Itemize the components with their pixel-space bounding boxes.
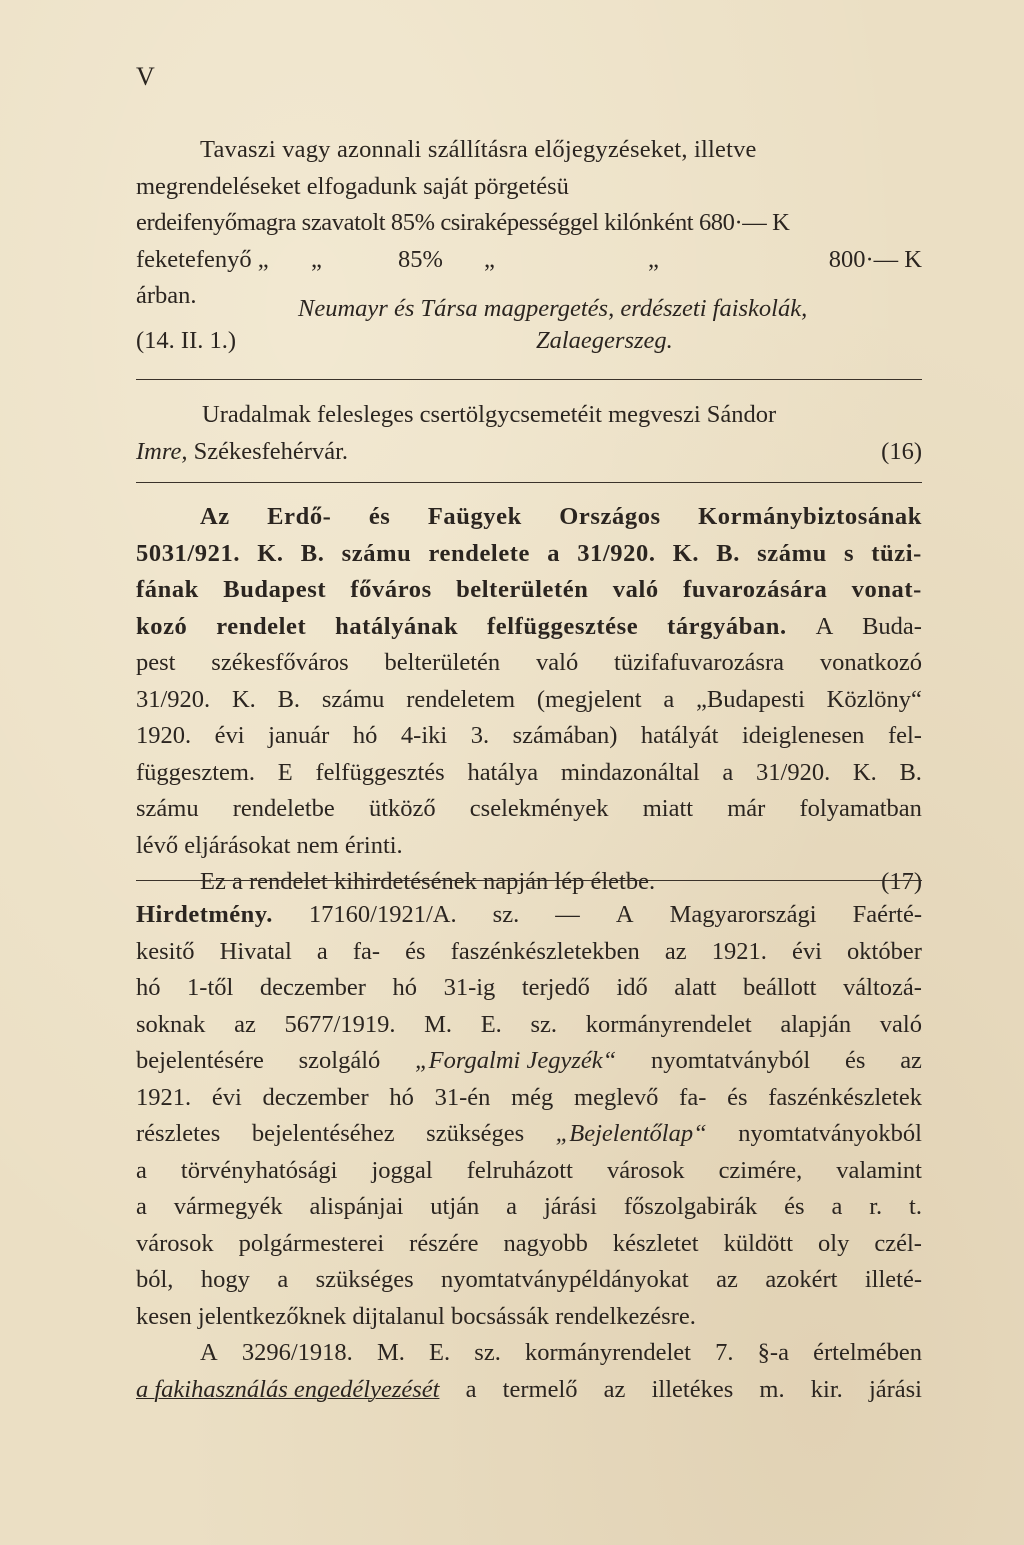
word: Erdő- xyxy=(267,503,332,530)
word: mindazonáltal xyxy=(560,758,700,786)
word: ideiglenesen xyxy=(741,722,865,749)
word: „ xyxy=(648,245,659,273)
word: faszénkészletekben xyxy=(450,937,640,965)
word: székesfőváros xyxy=(211,649,349,676)
word: fel- xyxy=(887,722,922,749)
advertisement-line: árban. xyxy=(136,282,197,309)
word: tüzifafuvarozásra xyxy=(614,649,785,676)
word: szolgáló xyxy=(298,1047,381,1074)
decree-line xyxy=(136,499,922,536)
word: fa- xyxy=(352,937,381,965)
word: kormányrendelet xyxy=(524,1339,691,1366)
word: számu xyxy=(341,539,412,567)
decree-line xyxy=(136,791,922,828)
word: való xyxy=(879,1010,922,1038)
word: Kormánybiztosának xyxy=(698,503,922,530)
decree-line xyxy=(136,645,922,682)
word: 4-iki xyxy=(400,722,448,749)
word: miatt xyxy=(642,795,694,822)
announcement-line: kesen jelentkezőknek dijtalanul bocsássák rendelkezésre. xyxy=(136,1302,696,1330)
word: hó xyxy=(389,1083,414,1111)
word: joggal xyxy=(371,1156,433,1184)
word: „Budapesti xyxy=(696,685,805,713)
word: 7. xyxy=(715,1339,734,1366)
word: folyamatban xyxy=(799,795,922,822)
seedling-advertisement xyxy=(136,397,922,470)
decree-line: lévő eljárásokat nem érinti. xyxy=(136,831,403,859)
advertiser-signature: Neumayr és Társa magpergetés, erdészeti faiskolák, xyxy=(298,295,808,322)
word: hogy xyxy=(200,1266,250,1293)
word: hó xyxy=(392,974,418,1001)
decree-line xyxy=(136,755,922,792)
word: járási xyxy=(543,1193,597,1220)
word: a xyxy=(506,1193,518,1220)
word: küldött xyxy=(723,1229,794,1257)
word: valamint xyxy=(836,1156,922,1184)
divider xyxy=(136,379,922,380)
word: az xyxy=(603,1375,626,1403)
word: járási xyxy=(868,1375,922,1403)
word: részletes xyxy=(136,1120,221,1147)
advertiser-place: Zalaegerszeg. xyxy=(536,327,673,354)
word: K. xyxy=(852,758,877,786)
word: és xyxy=(845,1047,866,1074)
word: „ xyxy=(311,245,322,273)
advertisement-date: (14. II. 1.) xyxy=(136,327,237,354)
decree-line xyxy=(136,718,922,755)
word: K. xyxy=(257,539,284,567)
announcement-line xyxy=(136,1007,922,1044)
word: hatálya xyxy=(467,758,539,786)
announcement-first-line xyxy=(136,897,922,934)
advertisement-line: Tavaszi vagy azonnali szállításra előjegyzéseket, illetve xyxy=(200,136,757,163)
word: B. xyxy=(716,539,740,567)
word: október xyxy=(847,937,922,965)
word: nyomtatványpéldányokat xyxy=(441,1266,689,1293)
word: már xyxy=(727,795,766,822)
word: alispánjai xyxy=(309,1193,404,1220)
word: B. xyxy=(300,539,325,567)
word: bejelentéséhez xyxy=(251,1120,395,1147)
word: Közlöny“ xyxy=(826,685,922,713)
announcement-line xyxy=(136,1153,922,1190)
decree-closing-line xyxy=(136,864,922,901)
decree-line xyxy=(136,609,922,646)
divider xyxy=(136,482,922,483)
word: rendelete xyxy=(428,539,531,567)
word: függesztem. xyxy=(136,758,256,786)
word: Az xyxy=(200,503,230,530)
word: illetékes xyxy=(651,1375,734,1403)
advertiser-city: Székesfehérvár. xyxy=(193,437,349,465)
advertisement-line xyxy=(136,242,922,279)
announcement-line xyxy=(136,1080,922,1117)
word: fuvarozására xyxy=(683,576,828,603)
word: 31-ig xyxy=(443,974,496,1001)
word: 85% xyxy=(398,245,443,273)
word: polgármesterei xyxy=(238,1229,385,1257)
word: és xyxy=(405,937,426,965)
decree-line xyxy=(136,536,922,573)
word: deczember xyxy=(262,1083,369,1111)
word: belterületén xyxy=(456,576,589,603)
word: E xyxy=(277,758,293,786)
word: a xyxy=(547,539,561,567)
word: tüzi- xyxy=(871,539,922,567)
word: alatt xyxy=(674,974,717,1001)
word: Faügyek xyxy=(427,503,522,530)
announcement-line xyxy=(136,1226,922,1263)
word: vonatkozó xyxy=(819,649,922,676)
word: A xyxy=(200,1339,218,1366)
decree-line xyxy=(136,682,922,719)
divider xyxy=(136,880,922,881)
word: ütköző xyxy=(368,795,436,822)
word: ból, xyxy=(136,1266,174,1293)
word: Faérté- xyxy=(852,901,922,928)
word: sz. xyxy=(492,901,520,928)
word: készletet xyxy=(612,1229,699,1257)
word: terjedő xyxy=(521,974,590,1001)
word: Országos xyxy=(559,503,661,530)
word: rendeletbe xyxy=(232,795,335,822)
word: törvényhatósági xyxy=(180,1156,338,1184)
word: 1-től xyxy=(187,974,234,1001)
word: évi xyxy=(792,937,822,965)
word: szükséges xyxy=(426,1120,525,1147)
word: 31-én xyxy=(434,1083,491,1111)
word: 5677/1919. xyxy=(284,1010,396,1038)
word: r. xyxy=(869,1193,883,1220)
word: K. xyxy=(672,539,700,567)
word: „Bejelentőlap“ xyxy=(555,1120,707,1147)
word: fának xyxy=(136,576,199,603)
word: évi xyxy=(211,1083,242,1111)
word: 31/920. xyxy=(136,685,211,713)
word: felfüggesztés xyxy=(315,758,445,786)
word: oly xyxy=(818,1229,850,1257)
word: bejelentésére xyxy=(136,1047,264,1074)
word: cselekmények xyxy=(469,795,609,822)
announcement-line xyxy=(136,1189,922,1226)
word: 31/920. xyxy=(577,539,656,567)
word: az xyxy=(900,1047,922,1074)
word: Budapest xyxy=(223,576,327,603)
word: számu xyxy=(757,539,827,567)
word: E. xyxy=(480,1010,502,1038)
seed-advertisement xyxy=(136,132,922,315)
announcement-line xyxy=(136,934,922,971)
word: és xyxy=(784,1193,805,1220)
word: sz. xyxy=(530,1010,558,1038)
word: 5031/921. xyxy=(136,539,241,567)
word: az xyxy=(234,1010,256,1038)
word: soknak xyxy=(136,1010,206,1038)
word: vármegyék xyxy=(173,1193,283,1220)
word: 1920. xyxy=(136,722,192,749)
word: termelő xyxy=(502,1375,578,1403)
word: a xyxy=(831,1193,843,1220)
word: faszénkészletek xyxy=(768,1083,922,1111)
seedling-ad-line1: Uradalmak felesleges csertölgycsemetéit megveszi Sándor xyxy=(202,401,777,428)
announcement-notice xyxy=(136,897,922,1408)
word: 800·— K xyxy=(828,245,922,273)
word: való xyxy=(536,649,579,676)
word: sz. xyxy=(474,1339,501,1366)
announcement-line xyxy=(136,1372,922,1409)
word: idő xyxy=(616,974,648,1001)
word: az xyxy=(716,1266,738,1293)
page-number: V xyxy=(136,62,155,91)
word: nyomtatványokból xyxy=(738,1120,922,1147)
word: számu xyxy=(321,685,385,713)
word: szükséges xyxy=(315,1266,414,1293)
word: és xyxy=(368,503,391,530)
word: 31/920. xyxy=(756,758,831,786)
word: a xyxy=(465,1375,477,1403)
word: utján xyxy=(430,1193,480,1220)
word: rendelet xyxy=(216,612,307,640)
advertisement-line: erdeifenyőmagra szavatolt 85% csiraképességgel kilónként 680·— K xyxy=(136,209,790,236)
word: 3296/1918. xyxy=(241,1339,353,1366)
word: nyomtatványból xyxy=(651,1047,811,1074)
word: alapján xyxy=(780,1010,852,1038)
decree-notice xyxy=(136,499,922,901)
word: K. xyxy=(231,685,256,713)
advertiser-name: Imre, xyxy=(136,437,188,465)
word: még xyxy=(511,1083,554,1111)
word: és xyxy=(727,1083,748,1111)
word: — xyxy=(555,901,580,928)
word: A xyxy=(615,901,634,928)
word: deczember xyxy=(259,974,366,1001)
decree-line xyxy=(136,572,922,609)
word: B. xyxy=(277,685,301,713)
emphasized-phrase: a fakihasználás engedélyezését xyxy=(136,1375,440,1403)
announcement-line xyxy=(136,1262,922,1299)
word: m. xyxy=(759,1375,785,1403)
notice-ref-16: (16) xyxy=(881,437,922,465)
word: §-a xyxy=(757,1339,789,1366)
word: beállott xyxy=(742,974,817,1001)
closing-text: Ez a rendelet kihirdetésének napján lép életbe. xyxy=(200,868,656,895)
word: a xyxy=(722,758,734,786)
word: vonat- xyxy=(851,576,922,603)
word: a xyxy=(136,1156,147,1184)
announcement-line xyxy=(136,970,922,1007)
word: számában) xyxy=(512,722,618,749)
word: a xyxy=(277,1266,289,1293)
word: hó xyxy=(136,974,161,1001)
word: 1921. xyxy=(711,937,767,965)
word: városok xyxy=(136,1229,214,1257)
word: Magyarországi xyxy=(669,901,817,928)
word: belterületén xyxy=(384,649,501,676)
word: (megjelent xyxy=(536,685,642,713)
word: felfüggesztése xyxy=(487,612,639,640)
word: A xyxy=(815,612,834,640)
word: részére xyxy=(409,1229,479,1257)
word: 1921. xyxy=(136,1083,192,1111)
word: pest xyxy=(136,649,176,676)
word: feketefenyő „ xyxy=(136,245,269,273)
word: meglevő xyxy=(574,1083,659,1111)
word: kormányrendelet xyxy=(585,1010,752,1038)
word: kesitő xyxy=(136,937,195,965)
word: rendeletem xyxy=(406,685,516,713)
word: városok xyxy=(606,1156,685,1184)
word: kozó xyxy=(136,612,188,640)
word: M. xyxy=(376,1339,405,1366)
word: hatályát xyxy=(640,722,719,749)
word: illeté- xyxy=(864,1266,922,1293)
word: kir. xyxy=(810,1375,843,1403)
word: fa- xyxy=(679,1083,707,1111)
word: értelmében xyxy=(813,1339,922,1366)
word: czimére, xyxy=(718,1156,803,1184)
advertisement-line: megrendeléseket elfogadunk saját pörgetésü xyxy=(136,172,569,200)
word: „ xyxy=(484,245,495,273)
word: való xyxy=(612,576,659,603)
word: hatályának xyxy=(335,612,459,640)
word: felruházott xyxy=(466,1156,573,1184)
announcement-line xyxy=(136,1116,922,1153)
notice-ref-17: (17) xyxy=(881,868,922,895)
word: nagyobb xyxy=(503,1229,588,1257)
word: azokért xyxy=(765,1266,838,1293)
word: 3. xyxy=(470,722,490,749)
word: hó xyxy=(352,722,378,749)
word: az xyxy=(664,937,687,965)
word: főszolgabirák xyxy=(623,1193,758,1220)
word: számu xyxy=(136,795,199,822)
word: a xyxy=(663,685,675,713)
word: B. xyxy=(899,758,922,786)
word: évi xyxy=(214,722,245,749)
announcement-lead: Hirdetmény. xyxy=(136,901,273,928)
word: Buda- xyxy=(862,612,922,640)
word: a xyxy=(136,1193,147,1220)
word: a xyxy=(316,937,328,965)
word: Hivatal xyxy=(219,937,292,965)
announcement-line xyxy=(136,1043,922,1080)
word: E. xyxy=(429,1339,451,1366)
word: s xyxy=(843,539,855,567)
announcement-line xyxy=(136,1335,922,1372)
word: 17160/1921/A. xyxy=(308,901,457,928)
word: főváros xyxy=(350,576,432,603)
word: t. xyxy=(909,1193,922,1220)
word: január xyxy=(268,722,330,749)
word: „Forgalmi Jegyzék“ xyxy=(415,1047,617,1074)
word: tárgyában. xyxy=(667,612,787,640)
word: változá- xyxy=(843,974,922,1001)
word: M. xyxy=(424,1010,453,1038)
word: czél- xyxy=(874,1229,922,1257)
